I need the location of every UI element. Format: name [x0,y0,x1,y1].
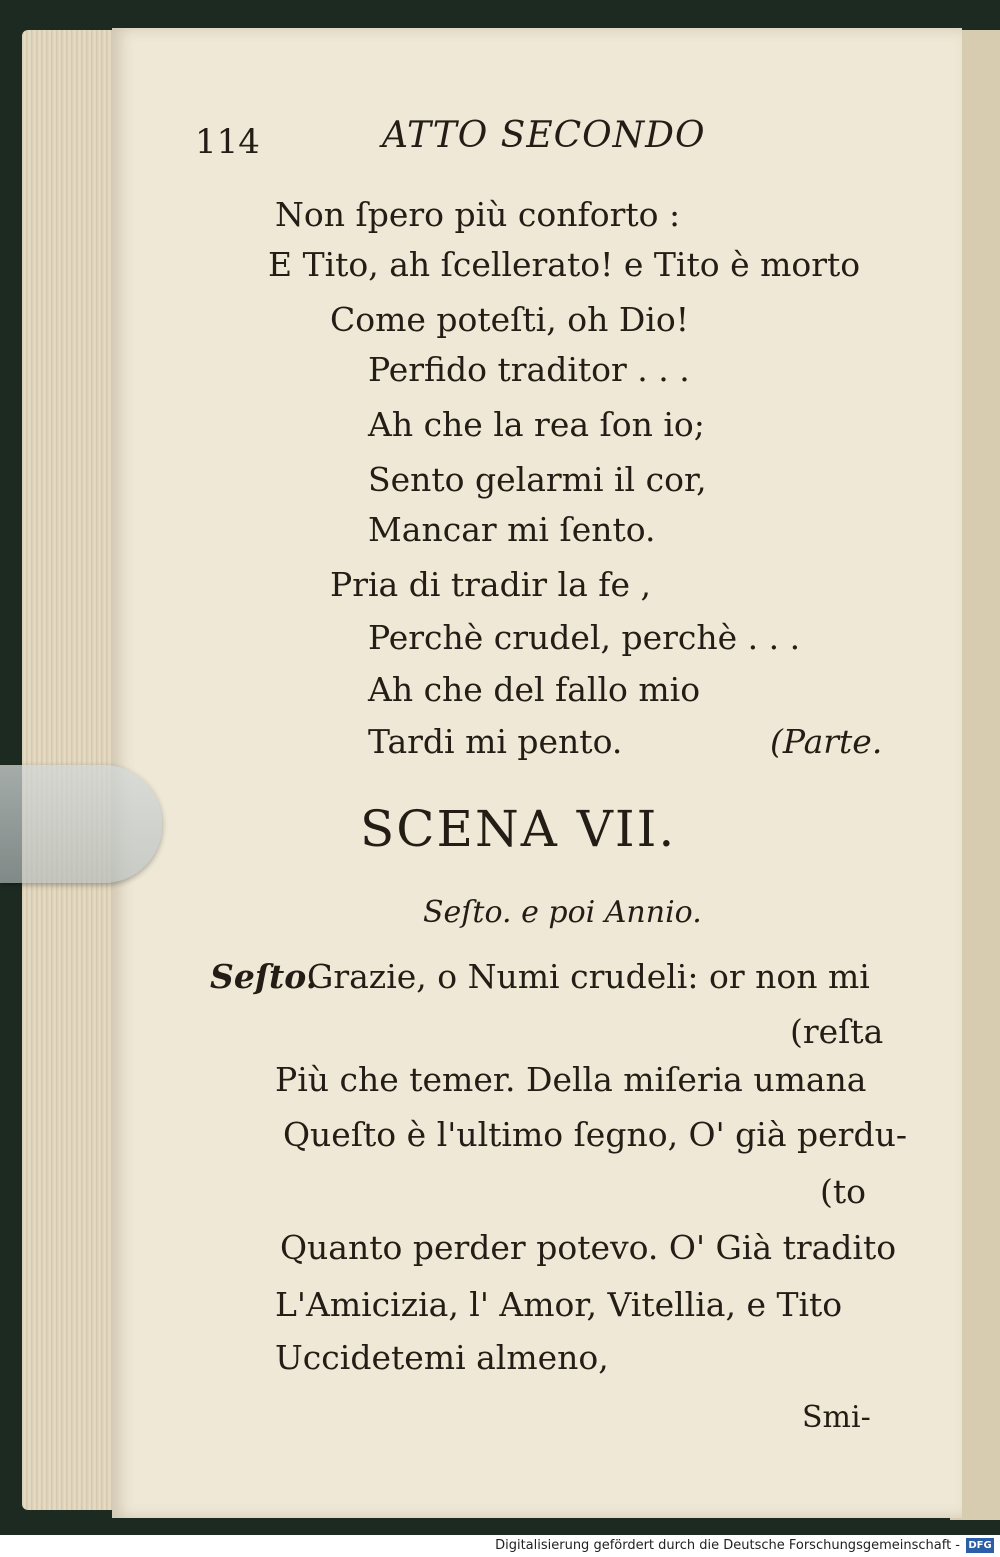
verse-line: Perfido traditor . . . [368,350,690,389]
digitization-footer [0,1535,1000,1557]
running-head: ATTO SECONDO [382,115,706,156]
page-number: 114 [195,122,260,162]
catchword: Smi- [802,1400,871,1435]
dialogue-line: Quanto perder potevo. O' Già tradito [280,1228,897,1267]
verse-line: Perchè crudel, perchè . . . [368,618,801,657]
dialogue-line: Queſto è l'ultimo ſegno, O' già perdu- [283,1115,907,1154]
verse-line: Come poteſti, oh Dio! [330,300,689,339]
dialogue-line: (reſta [790,1012,884,1051]
dialogue-line: Grazie, o Numi crudeli: or non mi [307,957,870,996]
stage-direction: (Parte. [770,722,883,761]
speaker-name: Seſto. [210,957,318,996]
dialogue-line: (to [820,1172,867,1211]
verse-line: Sento gelarmi il cor, [368,460,707,499]
verse-line: Pria di tradir la fe , [330,565,651,604]
scene-characters: Seſto. e poi Annio. [423,895,702,930]
dialogue-line: L'Amicizia, l' Amor, Vitellia, e Tito [275,1285,843,1324]
verse-line: Ah che del fallo mio [368,670,701,709]
scene-title: SCENA VII. [360,800,677,858]
page-holder-clip [0,765,162,883]
dfg-logo-icon: DFG [966,1538,994,1553]
dialogue-line: Più che temer. Della miſeria umana [275,1060,867,1099]
verse-line: Tardi mi pento. [368,722,623,761]
verse-line: Ah che la rea ſon io; [368,405,705,444]
verse-line: Non ſpero più conforto : [275,195,681,234]
footer-credit: Digitalisierung gefördert durch die Deutsche Forschungsgemeinschaft - [495,1538,960,1553]
verse-line: Mancar mi ſento. [368,510,656,549]
verse-line: E Tito, ah ſcellerato! e Tito è morto [268,245,861,284]
dialogue-line: Uccidetemi almeno, [275,1338,609,1377]
